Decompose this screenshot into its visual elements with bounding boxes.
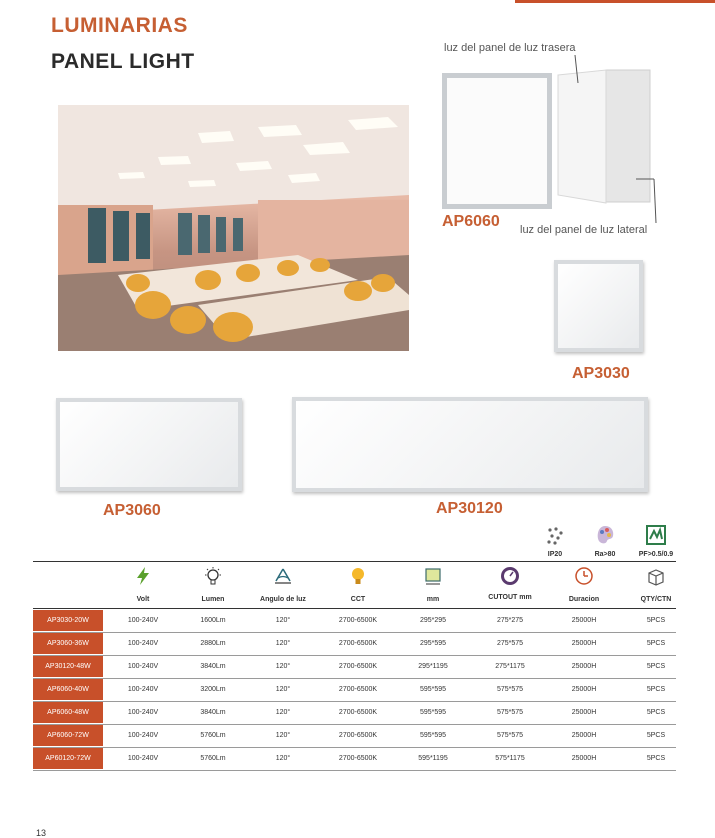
col-lumen-label: Lumen xyxy=(201,596,225,603)
ap3060-panel-image xyxy=(56,398,242,491)
table-row xyxy=(33,610,676,633)
row-size: 595*1195 xyxy=(418,755,448,762)
row-life: 25000H xyxy=(571,732,597,739)
col-size-label: mm xyxy=(426,596,440,603)
ap3030-panel-image xyxy=(554,260,643,352)
row-qty: 5PCS xyxy=(646,755,666,762)
row-qty: 5PCS xyxy=(646,732,666,739)
row-model: AP3060-36W xyxy=(33,633,103,654)
row-angle: 120° xyxy=(275,663,291,670)
model-label-ap30120: AP30120 xyxy=(436,500,503,517)
row-volt: 100-240V xyxy=(127,663,159,670)
row-cutout: 275*575 xyxy=(496,640,524,647)
ap30120-panel-image xyxy=(292,397,648,492)
ra80-label: Ra>80 xyxy=(594,551,616,558)
row-cct: 2700-6500K xyxy=(338,755,378,762)
row-life: 25000H xyxy=(571,617,597,624)
model-label-ap6060: AP6060 xyxy=(442,213,500,230)
row-lumen: 3200Lm xyxy=(200,686,226,693)
row-cutout: 575*1175 xyxy=(495,755,525,762)
col-volt-label: Volt xyxy=(136,596,150,603)
row-size: 295*295 xyxy=(419,617,447,624)
row-qty: 5PCS xyxy=(646,709,666,716)
table-row xyxy=(33,656,676,679)
row-cct: 2700-6500K xyxy=(338,732,378,739)
row-lumen: 3840Lm xyxy=(200,663,226,670)
row-size: 295*595 xyxy=(419,640,447,647)
section-title: LUMINARIAS xyxy=(51,14,188,37)
bulb-icon xyxy=(348,566,368,586)
row-model: AP6060-40W xyxy=(33,679,103,700)
row-cutout: 575*575 xyxy=(496,732,524,739)
ap6060-exploded-view xyxy=(440,55,670,235)
cutout-icon xyxy=(500,566,520,586)
lightning-icon xyxy=(133,566,153,586)
row-qty: 5PCS xyxy=(646,686,666,693)
row-life: 25000H xyxy=(571,640,597,647)
row-volt: 100-240V xyxy=(127,709,159,716)
row-life: 25000H xyxy=(571,663,597,670)
table-row xyxy=(33,725,676,748)
table-row xyxy=(33,702,676,725)
row-cct: 2700-6500K xyxy=(338,617,378,624)
pf-badge xyxy=(636,524,676,558)
row-cutout: 575*575 xyxy=(496,686,524,693)
table-row xyxy=(33,679,676,702)
col-lumen xyxy=(173,566,253,591)
row-lumen: 2880Lm xyxy=(200,640,226,647)
table-row xyxy=(33,633,676,656)
clock-icon xyxy=(574,566,594,586)
beam-angle-icon xyxy=(273,566,293,586)
col-angle-label: Angulo de luz xyxy=(260,596,306,603)
row-lumen: 3840Lm xyxy=(200,709,226,716)
row-qty: 5PCS xyxy=(646,640,666,647)
row-angle: 120° xyxy=(275,686,291,693)
row-angle: 120° xyxy=(275,640,291,647)
row-volt: 100-240V xyxy=(127,640,159,647)
row-qty: 5PCS xyxy=(646,617,666,624)
row-volt: 100-240V xyxy=(127,686,159,693)
col-cutout-label: CUTOUT mm xyxy=(488,594,532,601)
row-cct: 2700-6500K xyxy=(338,686,378,693)
table-header-rule xyxy=(33,608,676,609)
col-cct xyxy=(318,566,398,591)
row-model: AP3030-20W xyxy=(33,610,103,631)
power-factor-icon xyxy=(645,524,667,546)
row-cct: 2700-6500K xyxy=(338,709,378,716)
model-label-ap3060: AP3060 xyxy=(103,502,161,519)
row-life: 25000H xyxy=(571,686,597,693)
carton-box-icon xyxy=(646,566,666,586)
classroom-photo xyxy=(58,105,409,351)
row-angle: 120° xyxy=(275,755,291,762)
row-lumen: 5760Lm xyxy=(200,732,226,739)
row-size: 595*595 xyxy=(419,686,447,693)
col-duration-label: Duracion xyxy=(568,596,600,603)
row-model: AP6060-48W xyxy=(33,702,103,723)
table-top-rule xyxy=(33,561,676,562)
row-cutout: 275*1175 xyxy=(495,663,525,670)
row-cutout: 275*275 xyxy=(496,617,524,624)
row-angle: 120° xyxy=(275,709,291,716)
col-volt xyxy=(103,566,183,591)
row-life: 25000H xyxy=(571,755,597,762)
light-bulb-outline-icon xyxy=(203,566,223,586)
side-panel-callout: luz del panel de luz lateral xyxy=(520,224,648,236)
ip20-badge xyxy=(540,524,570,558)
pf-label: PF>0.5/0.9 xyxy=(638,551,674,558)
back-panel-callout: luz del panel de luz trasera xyxy=(444,42,576,54)
row-model: AP60120-72W xyxy=(33,748,103,769)
row-qty: 5PCS xyxy=(646,663,666,670)
row-lumen: 1600Lm xyxy=(200,617,226,624)
row-volt: 100-240V xyxy=(127,617,159,624)
col-angle xyxy=(243,566,323,591)
col-qty-label: QTY/CTN xyxy=(640,596,672,603)
color-palette-icon xyxy=(594,524,616,546)
ra80-badge xyxy=(590,524,620,558)
top-accent-bar xyxy=(515,0,715,3)
ip20-label: IP20 xyxy=(547,551,563,558)
row-lumen: 5760Lm xyxy=(200,755,226,762)
section-subtitle: PANEL LIGHT xyxy=(51,50,195,73)
row-angle: 120° xyxy=(275,617,291,624)
row-model: AP30120-48W xyxy=(33,656,103,677)
col-duration xyxy=(544,566,624,591)
row-angle: 120° xyxy=(275,732,291,739)
row-size: 595*595 xyxy=(419,709,447,716)
row-volt: 100-240V xyxy=(127,755,159,762)
col-cutout xyxy=(470,566,550,591)
row-life: 25000H xyxy=(571,709,597,716)
page-number: 13 xyxy=(36,828,47,838)
row-volt: 100-240V xyxy=(127,732,159,739)
droplets-icon xyxy=(544,524,566,546)
row-cct: 2700-6500K xyxy=(338,640,378,647)
row-size: 595*595 xyxy=(419,732,447,739)
row-cct: 2700-6500K xyxy=(338,663,378,670)
model-label-ap3030: AP3030 xyxy=(572,365,630,382)
col-cct-label: CCT xyxy=(350,596,366,603)
table-row xyxy=(33,748,676,771)
row-model: AP6060-72W xyxy=(33,725,103,746)
row-size: 295*1195 xyxy=(418,663,448,670)
panel-size-icon xyxy=(423,566,443,586)
row-cutout: 575*575 xyxy=(496,709,524,716)
col-size xyxy=(393,566,473,591)
col-qty xyxy=(616,566,696,591)
classroom-illustration xyxy=(58,105,409,351)
